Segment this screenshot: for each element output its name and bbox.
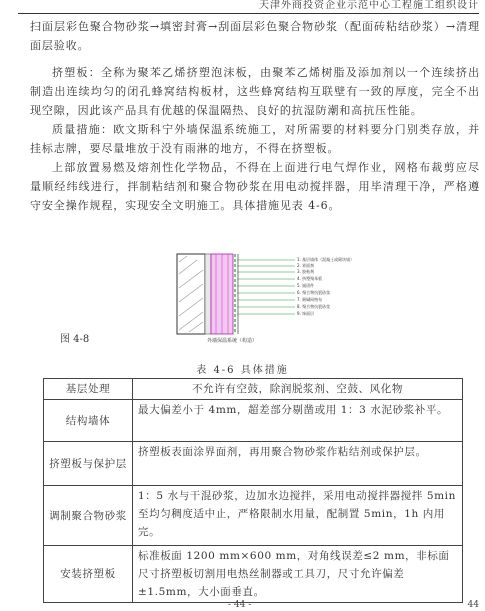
paragraph-1: 扫面层彩色聚合物砂浆→填密封膏→刮面层彩色聚合物砂浆（配面砖粘结砂浆）→清理面层验收。 bbox=[30, 20, 480, 52]
callout-1: 1. 基层墙体（混凝土或砌块墙） bbox=[297, 257, 355, 262]
paragraph-4: 上部放置易燃及熔剂性化学物品，不得在上面进行电气焊作业，网格布裁剪应尽量顺经纬线进行，拌制粘结剂和聚合物砂浆在用电动搅拌器，用毕清理干净，严格遵守安全操作规程，实现安全文明施工。具体措施见表 4-6。 bbox=[30, 161, 480, 212]
page-number-right: 44 bbox=[467, 600, 479, 610]
figure-bottom-label: 外墙保温系统（构造） bbox=[207, 338, 258, 344]
page-footer bbox=[0, 598, 485, 611]
header-value: 不允许有空鼓，除润脱浆剂、空鼓、风化物 bbox=[133, 379, 463, 400]
adhesive-layer bbox=[205, 254, 211, 334]
row-value: 挤塑板表面涂界面剂，再用聚合物砂浆作粘结剂或保护层。 bbox=[133, 442, 463, 486]
table-row bbox=[44, 486, 463, 546]
measures-table bbox=[43, 378, 463, 603]
row-key: 挤塑板与保护层 bbox=[44, 442, 133, 486]
paragraph-2: 挤塑板：全称为聚苯乙烯挤塑泡沫板，由聚苯乙烯树脂及添加剂以一个连续挤出制造出连续均匀的闭孔蜂窝结构板材，这些蜂窝结构互联壁有一致的厚度，完全不出现空隙，因此该产品具有优越的保温隔热、良好的抗湿防潮和高抗压性能。 bbox=[30, 66, 480, 117]
header-key: 基层处理 bbox=[44, 379, 133, 400]
paragraph-3: 质量措施：欧文斯科宁外墙保温系统施工，对所需要的材料要分门别类存放，并挂标志牌，要尽量堆放于没有雨淋的地方，不得在挤塑板。 bbox=[30, 123, 480, 155]
table-row bbox=[44, 546, 463, 603]
callout-leaders bbox=[237, 260, 295, 314]
page-header: 天津外商投资企业示范中心工程施工组织设计 bbox=[18, 0, 479, 14]
wall-section-diagram bbox=[175, 252, 425, 344]
row-key: 调制聚合物砂浆 bbox=[44, 486, 133, 546]
table-row bbox=[44, 442, 463, 486]
callout-2: 2. 界面剂 bbox=[297, 263, 315, 268]
callout-3: 3. 胶粘剂 bbox=[297, 269, 315, 274]
row-value: 最大偏差小于 4mm，超差部分剔凿或用 1：3 水泥砂浆补平。 bbox=[133, 400, 463, 442]
table-row bbox=[44, 400, 463, 442]
callout-5: 5. 锚固件 bbox=[297, 283, 315, 288]
table-header-row bbox=[44, 379, 463, 400]
callout-8: 8. 聚合物抗裂砂浆 bbox=[297, 304, 331, 309]
callout-7: 7. 耐碱网格布 bbox=[297, 297, 323, 302]
callout-9: 9. 饰面层 bbox=[297, 311, 315, 316]
wall-section-figure bbox=[175, 252, 425, 344]
page-number-center: - 44 - bbox=[228, 600, 252, 610]
table-caption: 表 4-6 具体措施 bbox=[196, 365, 289, 376]
callout-6: 6. 聚合物抗裂砂浆 bbox=[297, 290, 331, 295]
row-value: 标准板面 1200 mm×600 mm，对角线误差≤2 mm，非标面尺寸挤塑板切割用电热丝制器或工具刀，尺寸允许偏差±1.5mm，大小面垂直。 bbox=[133, 546, 463, 603]
figure-caption: 图 4-8 bbox=[60, 334, 90, 345]
row-value: 1：5 水与干混砂浆，边加水边搅拌，采用电动搅拌器搅拌 5min 至均匀稠度适中止，严格限制水用量，配制置 5min，1h 内用完。 bbox=[133, 486, 463, 546]
row-key: 安装挤塑板 bbox=[44, 546, 133, 603]
callout-4: 4. 挤塑聚苯板 bbox=[297, 276, 323, 281]
base-wall bbox=[177, 254, 205, 334]
row-key: 结构墙体 bbox=[44, 400, 133, 442]
